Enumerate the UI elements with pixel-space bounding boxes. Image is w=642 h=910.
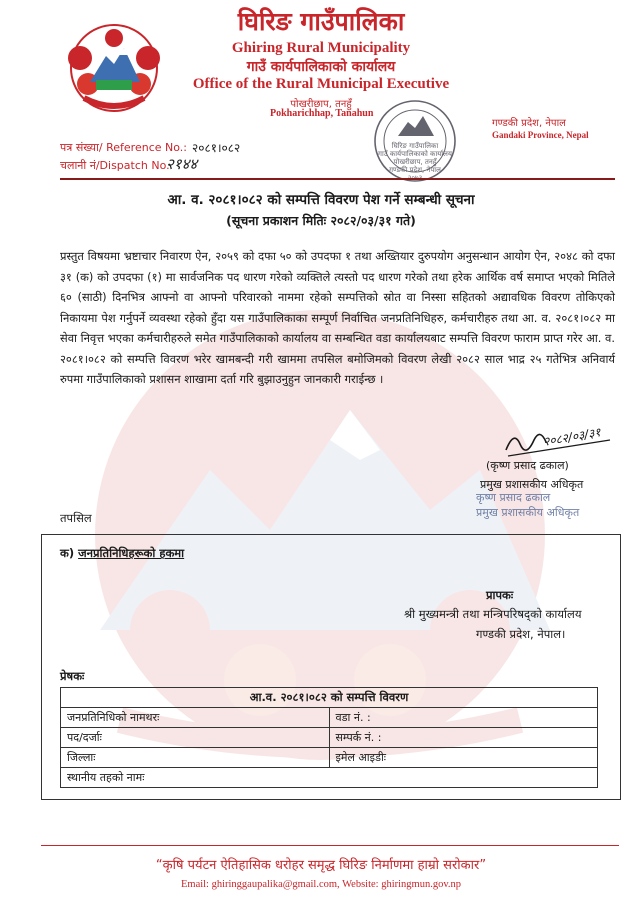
section-prefix: क) [60, 546, 79, 560]
footer-divider [41, 845, 619, 846]
notice-title: आ. व. २०८१।०८२ को सम्पत्ति विवरण पेश गर्ने सम्बन्धी सूचना [167, 192, 475, 208]
form-title: आ.व. २०८१।०८२ को सम्पत्ति विवरण [61, 688, 598, 708]
dispatch-label: चलानी नं/Dispatch No. [60, 159, 170, 172]
footer-contact: Email: ghiringgaupalika@gmail.com, Website: ghiringmun.gov.np [180, 879, 462, 890]
recipient-province: गण्डकी प्रदेश, नेपाल। [476, 627, 566, 641]
office-name-nepali: गाउँ कार्यपालिकाको कार्यालय [246, 59, 396, 75]
stamp-line4: गण्डकी प्रदेश, नेपाल [389, 166, 441, 174]
signatory-stamp [476, 490, 579, 520]
notice-publish-date: (सूचना प्रकाशन मितिः २०८२/०३/३१ गते) [226, 213, 416, 228]
section-heading [60, 546, 184, 561]
reference-label: पत्र संख्या/ Reference No.: [60, 141, 187, 154]
municipality-name-english: Ghiring Rural Municipality [231, 40, 411, 56]
header-divider [60, 178, 615, 180]
signatory-title: प्रमुख प्रशासकीय अधिकृत [480, 478, 584, 491]
form-row [61, 768, 598, 788]
office-name-english: Office of the Rural Municipal Executive [192, 76, 450, 92]
stamp-line5: २०७३ [407, 174, 423, 182]
signatory-name: (कृष्ण प्रसाद ढकाल) [486, 459, 569, 472]
municipality-name-nepali: घिरिङ गाउँपालिका [237, 7, 405, 36]
notice-body: प्रस्तुत विषयमा भ्रष्टाचार निवारण ऐन, २०५९ को दफा ५० को उपदफा १ तथा अख्तियार दुरुपयोग अनुसन्धान आयोग ऐन, २०४८ को दफा ३१ (क) को उपदफा (१) मा सार्वजनिक पद धारण गरेको व्यक्तिले त्यस्तो पद धारण गरेको तथा हरेक आर्थिक वर्ष समाप्त भएको मितिले ६० (साठी) दिनभित्र आफ्नो वा आफ्नो परिवारको नाममा रहेको सम्पत्तिको स्रोत वा निस्सा सहितको अद्यावधिक विवरण तोकिएको निकायमा पेश गर्नुपर्ने व्यवस्था रहेको हुँदा यस गाउँपालिकाका सम्पूर्ण निर्वाचित जनप्रतिनिधिहरु, कर्मचारीहरु तथा आ. व. २०८१।०८२ मा सेवा निवृत्त भएका कर्मचारीहरुले समेत गाउँपालिकाको कार्यालय वा सम्बन्धित वडा कार्यालयबाट सम्पत्ति विवरण फाराम प्राप्त गरेर आ. व. २०८१।०८२ को सम्पत्ति विवरण भरेर खामबन्दी गरी खाममा तपसिल बमोजिमको विवरण लेखी २०८२ साल भाद्र २५ गतेभित्र अनिवार्य रुपमा गाउँपालिकाको प्रशासन शाखामा दर्ता गरि बुझाउनुहुन जानकारी गराईन्छ । [60, 249, 615, 386]
recipient-label: प्रापकः [486, 588, 514, 602]
signatory-stamp-name: कृष्ण प्रसाद ढकाल [476, 491, 551, 504]
sender-label: प्रेषकः [60, 669, 85, 683]
local-level-field[interactable]: स्थानीय तहको नामः [61, 768, 598, 788]
province-english: Gandaki Province, Nepal [492, 130, 589, 140]
stamp-line2: गाउँ कार्यपालिकाको कार्यालय [378, 150, 452, 158]
signature-date: २०८२/०३/३१ [542, 425, 602, 449]
tapasil-label: तपसिल [60, 511, 92, 525]
name-field[interactable]: जनप्रतिनिधिको नामथरः [61, 708, 330, 728]
office-seal-stamp [368, 96, 462, 186]
post-field[interactable]: पद/दर्जाः [61, 728, 330, 748]
email-field[interactable]: इमेल आइडीः [329, 748, 598, 768]
dispatch-value: २१४४ [166, 155, 198, 173]
asset-details-form [60, 687, 598, 788]
province-nepali: गण्डकी प्रदेश, नेपाल [492, 118, 566, 129]
signatory-stamp-title: प्रमुख प्रशासकीय अधिकृत [476, 506, 580, 519]
reference-value: २०८१।०८२ [192, 141, 241, 155]
stamp-line3: पोखरीछाप, तनहुँ [393, 158, 437, 166]
address-english: Pokharichhap, Tanahun [270, 108, 374, 119]
form-row [61, 708, 598, 728]
stamp-line1: घिरिङ गाउँपालिका [391, 142, 439, 150]
section-heading-text: जनप्रतिनिधिहरूको हकमा [78, 546, 185, 560]
contact-field[interactable]: सम्पर्क नं. : [329, 728, 598, 748]
footer-slogan: “कृषि पर्यटन ऐतिहासिक धरोहर समृद्ध घिरिङ निर्माणमा हाम्रो सरोकार” [155, 858, 487, 873]
district-field[interactable]: जिल्लाः [61, 748, 330, 768]
form-row [61, 748, 598, 768]
address-nepali: पोखरीछाप, तनहुँ [290, 99, 352, 110]
recipient-office: श्री मुख्यमन्त्री तथा मन्त्रिपरिषद्को कार्यालय [404, 607, 582, 621]
form-row [61, 728, 598, 748]
form-title-row [61, 688, 598, 708]
ward-field[interactable]: वडा नं. : [329, 708, 598, 728]
